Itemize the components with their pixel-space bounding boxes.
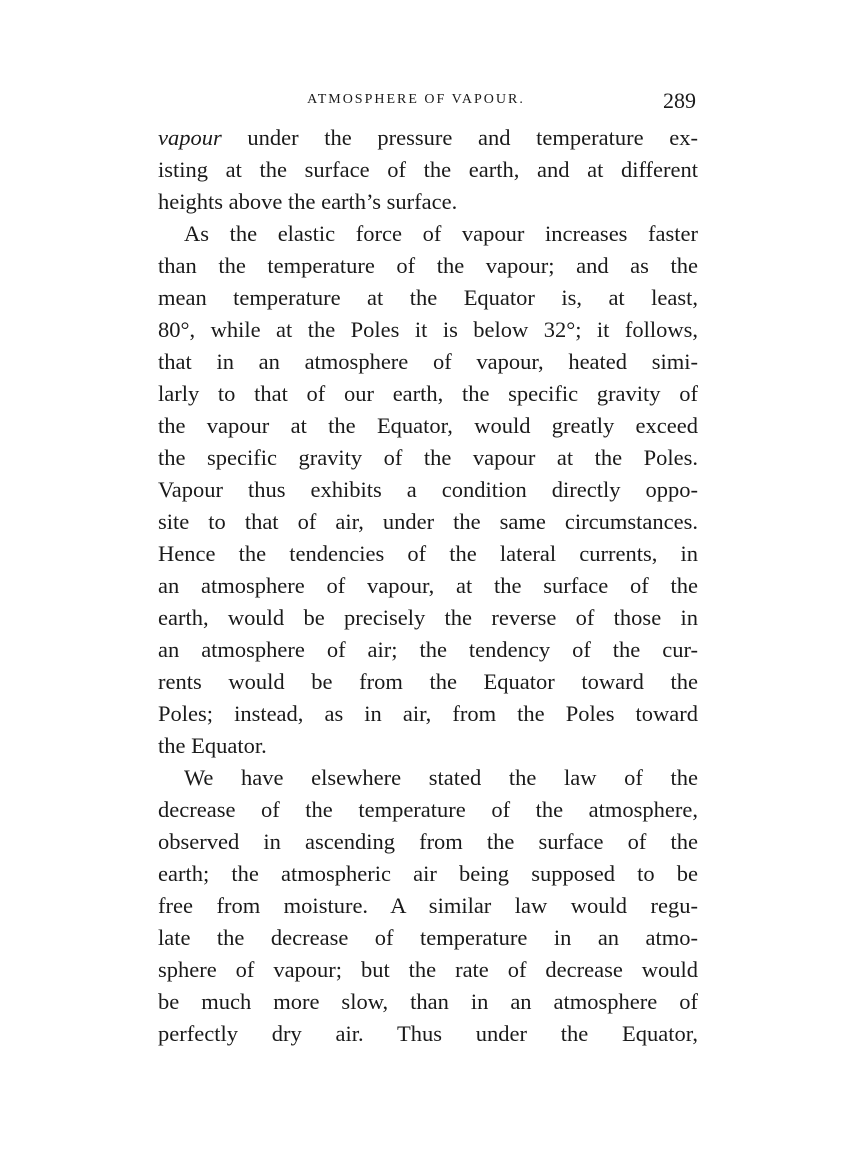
text-line: sphere of vapour; but the rate of decrease would [158, 957, 698, 982]
book-page [158, 88, 698, 1050]
text-line: than the temperature of the vapour; and as the [158, 253, 698, 278]
text-line: mean temperature at the Equator is, at least, [158, 285, 698, 310]
text-line: late the decrease of temperature in an atmo- [158, 925, 698, 950]
text-line: decrease of the temperature of the atmosphere, [158, 797, 698, 822]
running-head [158, 88, 698, 122]
text-line: 80°, while at the Poles it is below 32°; it follows, [158, 317, 698, 342]
text-line: earth; the atmospheric air being supposed to be [158, 861, 698, 886]
italic-word: vapour [158, 125, 222, 150]
text-line: free from moisture. A similar law would regu- [158, 893, 698, 918]
text-line: the specific gravity of the vapour at the Poles. [158, 445, 698, 470]
text-line: Hence the tendencies of the lateral currents, in [158, 541, 698, 566]
text-line: that in an atmosphere of vapour, heated simi- [158, 349, 698, 374]
text-line: be much more slow, than in an atmosphere of [158, 989, 698, 1014]
body-text [158, 122, 698, 1050]
text-line: the vapour at the Equator, would greatly exceed [158, 413, 698, 438]
text-line [158, 122, 698, 154]
text-line: Poles; instead, as in air, from the Poles toward [158, 701, 698, 726]
page-number: 289 [663, 88, 696, 113]
line-text: under the pressure and temperature ex- [221, 125, 698, 150]
text-line: the Equator. [158, 733, 267, 758]
text-line: site to that of air, under the same circumstances. [158, 509, 698, 534]
paragraph-first-line: We have elsewhere stated the law of the [184, 765, 698, 790]
text-line: observed in ascending from the surface of the [158, 829, 698, 854]
text-line: an atmosphere of air; the tendency of the cur- [158, 637, 698, 662]
paragraph-first-line: As the elastic force of vapour increases faster [184, 221, 698, 246]
text-line: isting at the surface of the earth, and at different [158, 157, 698, 182]
text-line: perfectly dry air. Thus under the Equator, [158, 1021, 698, 1046]
text-line: heights above the earth’s surface. [158, 189, 458, 214]
text-line: Vapour thus exhibits a condition directly oppo- [158, 477, 698, 502]
running-title: ATMOSPHERE OF VAPOUR. [307, 92, 525, 107]
text-line: rents would be from the Equator toward the [158, 669, 698, 694]
text-line: larly to that of our earth, the specific gravity of [158, 381, 698, 406]
text-line: an atmosphere of vapour, at the surface of the [158, 573, 698, 598]
text-line: earth, would be precisely the reverse of those in [158, 605, 698, 630]
